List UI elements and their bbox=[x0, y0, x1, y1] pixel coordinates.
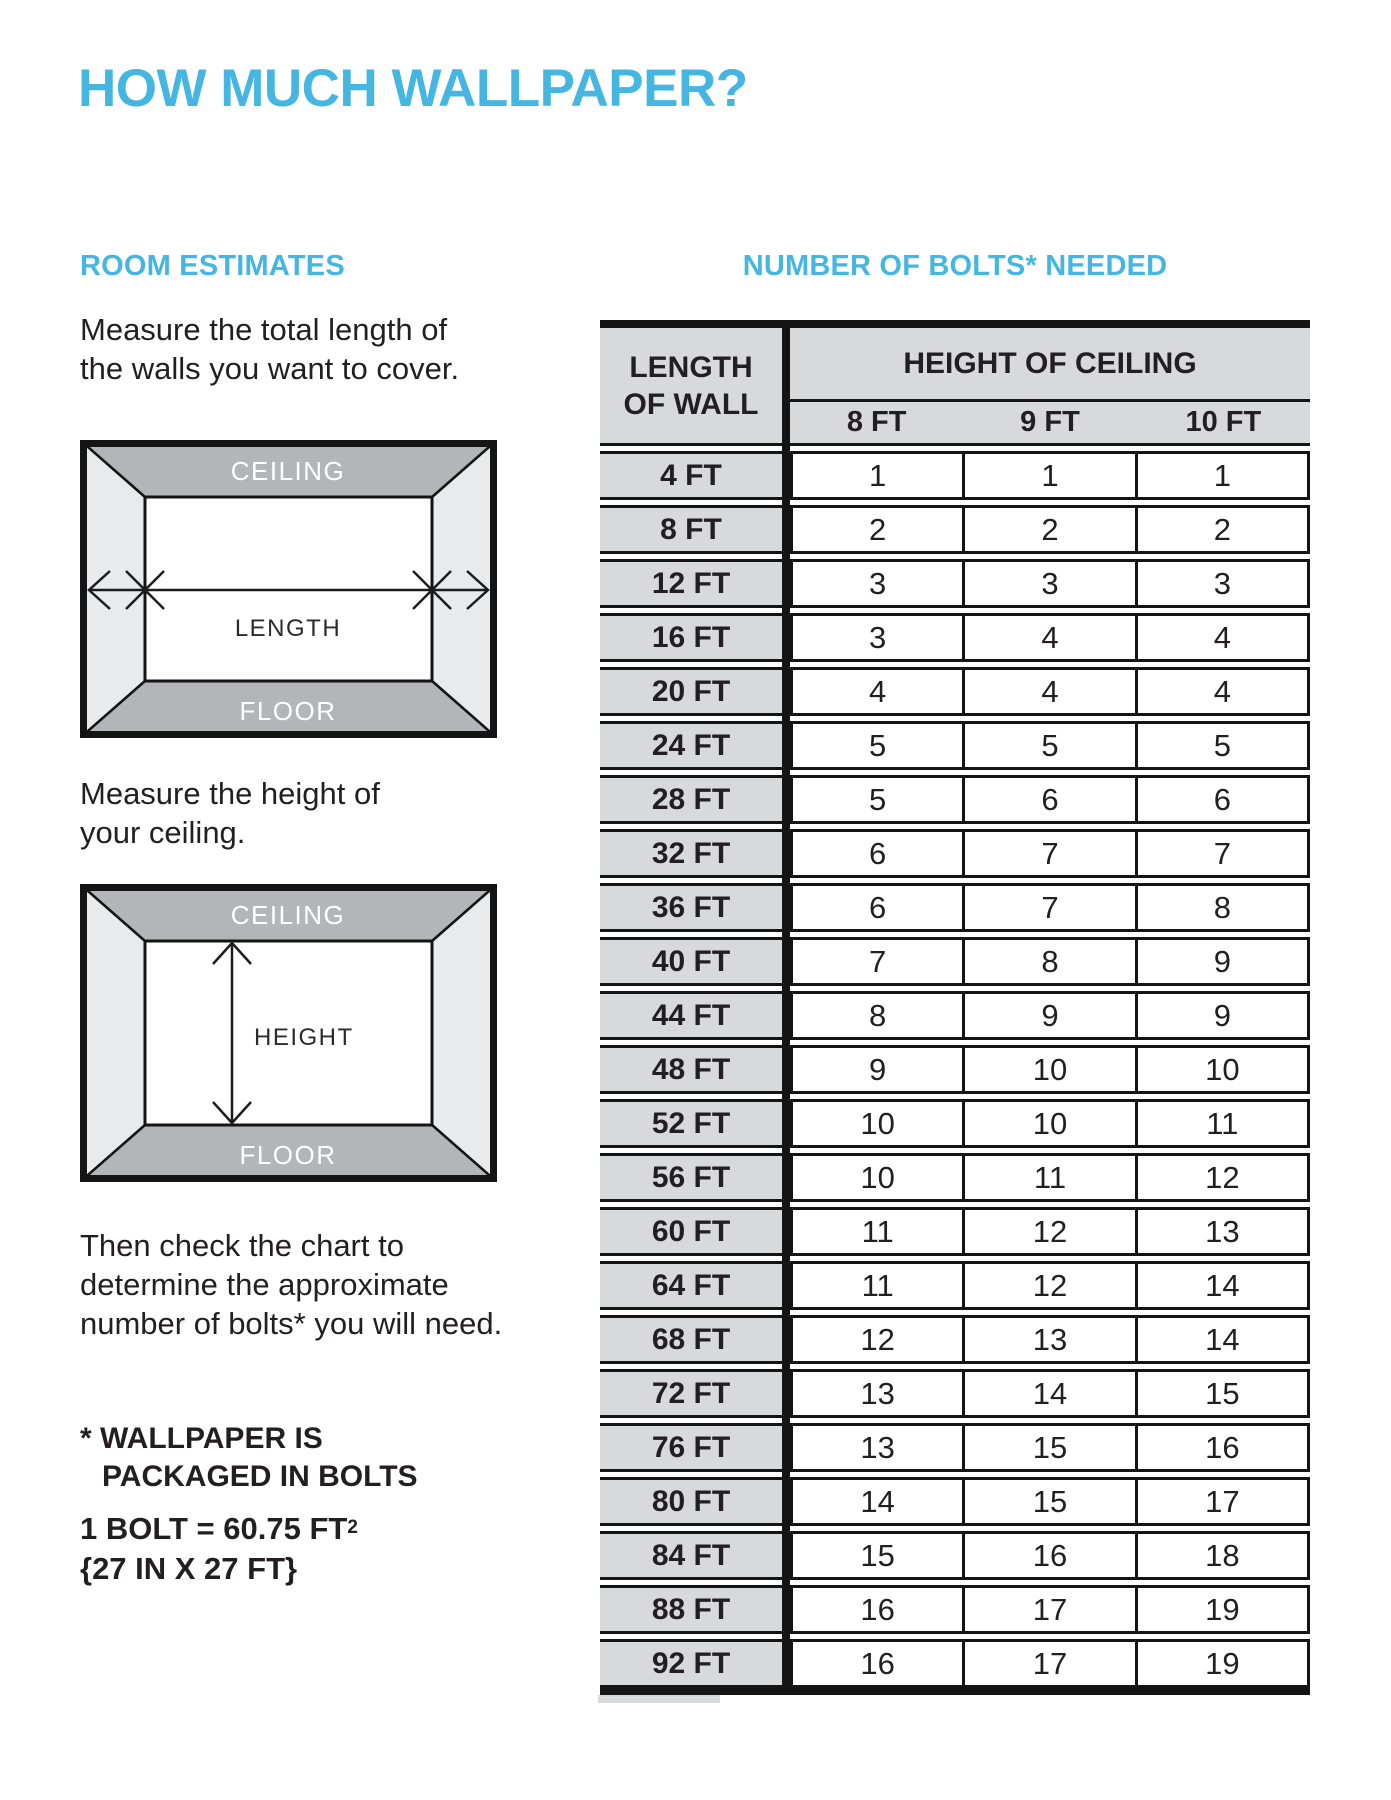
wall-length-label: 28 FT bbox=[600, 775, 782, 824]
bolt-count-10ft: 16 bbox=[1138, 1423, 1310, 1472]
bolt-count-10ft: 6 bbox=[1138, 775, 1310, 824]
bolt-count-10ft: 14 bbox=[1138, 1315, 1310, 1364]
bolt-count-9ft: 11 bbox=[965, 1153, 1137, 1202]
bolt-count-10ft: 1 bbox=[1138, 451, 1310, 500]
wall-length-label: 64 FT bbox=[600, 1261, 782, 1310]
bolt-count-10ft: 18 bbox=[1138, 1531, 1310, 1580]
floor-label: FLOOR bbox=[239, 696, 337, 726]
bolt-count-9ft: 17 bbox=[965, 1585, 1137, 1634]
wall-length-label: 20 FT bbox=[600, 667, 782, 716]
table-row bbox=[600, 1423, 1310, 1472]
bolt-count-8ft: 16 bbox=[790, 1585, 965, 1634]
bolt-count-8ft: 2 bbox=[790, 505, 965, 554]
table-row bbox=[600, 1585, 1310, 1634]
bolt-count-10ft: 4 bbox=[1138, 667, 1310, 716]
bolt-count-8ft: 1 bbox=[790, 451, 965, 500]
length-of-wall-header: LENGTH OF WALL bbox=[600, 328, 782, 446]
bolt-count-10ft: 19 bbox=[1138, 1585, 1310, 1634]
wall-length-label: 72 FT bbox=[600, 1369, 782, 1418]
table-row bbox=[600, 1315, 1310, 1364]
table-top-border bbox=[600, 320, 1310, 328]
paragraph-measure-length: Measure the total length of the walls you want to cover. bbox=[80, 312, 460, 386]
bolt-count-8ft: 16 bbox=[790, 1639, 965, 1688]
bolt-count-9ft: 4 bbox=[965, 667, 1137, 716]
room-height-diagram bbox=[80, 884, 497, 1182]
table-row bbox=[600, 829, 1310, 878]
bolt-count-8ft: 10 bbox=[790, 1153, 965, 1202]
wall-length-label: 44 FT bbox=[600, 991, 782, 1040]
bolt-count-9ft: 8 bbox=[965, 937, 1137, 986]
table-header bbox=[600, 328, 1310, 446]
column-header-10ft: 10 FT bbox=[1185, 406, 1262, 438]
wall-length-label: 40 FT bbox=[600, 937, 782, 986]
bolt-count-8ft: 4 bbox=[790, 667, 965, 716]
paragraph-measure-height: Measure the height of your ceiling. bbox=[80, 776, 380, 850]
table-row bbox=[600, 937, 1310, 986]
wall-length-label: 80 FT bbox=[600, 1477, 782, 1526]
bolt-count-8ft: 15 bbox=[790, 1531, 965, 1580]
table-row bbox=[600, 883, 1310, 932]
bolt-count-8ft: 9 bbox=[790, 1045, 965, 1094]
bolt-count-8ft: 6 bbox=[790, 883, 965, 932]
bolt-count-9ft: 7 bbox=[965, 829, 1137, 878]
section-heading-room-estimates: ROOM ESTIMATES bbox=[80, 250, 345, 282]
wall-length-label: 52 FT bbox=[600, 1099, 782, 1148]
bolt-count-9ft: 12 bbox=[965, 1207, 1137, 1256]
bolt-dimensions: {27 IN X 27 FT} bbox=[80, 1551, 298, 1586]
floor-label: FLOOR bbox=[239, 1140, 337, 1170]
wallpaper-bolts-footnote: * WALLPAPER IS PACKAGED IN BOLTS bbox=[80, 1422, 418, 1493]
bolt-count-10ft: 11 bbox=[1138, 1099, 1310, 1148]
table-row bbox=[600, 1261, 1310, 1310]
height-of-ceiling-header: HEIGHT OF CEILING bbox=[790, 328, 1310, 402]
bolt-count-8ft: 13 bbox=[790, 1369, 965, 1418]
table-row bbox=[600, 613, 1310, 662]
bolt-count-9ft: 6 bbox=[965, 775, 1137, 824]
bolt-count-9ft: 9 bbox=[965, 991, 1137, 1040]
wall-length-label: 48 FT bbox=[600, 1045, 782, 1094]
bolts-table bbox=[600, 320, 1310, 1703]
bolt-count-10ft: 9 bbox=[1138, 937, 1310, 986]
bolt-count-8ft: 11 bbox=[790, 1261, 965, 1310]
section-heading-bolts-needed: NUMBER OF BOLTS* NEEDED bbox=[742, 250, 1168, 282]
bolt-count-10ft: 14 bbox=[1138, 1261, 1310, 1310]
bolt-count-8ft: 12 bbox=[790, 1315, 965, 1364]
table-row bbox=[600, 1477, 1310, 1526]
table-row bbox=[600, 505, 1310, 554]
bolt-count-9ft: 10 bbox=[965, 1099, 1137, 1148]
paragraph-check-chart: Then check the chart to determine the approximate number of bolts* you will need. bbox=[80, 1228, 503, 1341]
bolt-count-8ft: 10 bbox=[790, 1099, 965, 1148]
bolt-count-10ft: 12 bbox=[1138, 1153, 1310, 1202]
wall-length-label: 36 FT bbox=[600, 883, 782, 932]
table-row bbox=[600, 1531, 1310, 1580]
bolt-count-8ft: 7 bbox=[790, 937, 965, 986]
wall-length-label: 56 FT bbox=[600, 1153, 782, 1202]
bolt-count-10ft: 15 bbox=[1138, 1369, 1310, 1418]
column-header-9ft: 9 FT bbox=[1020, 406, 1080, 438]
bolt-count-8ft: 13 bbox=[790, 1423, 965, 1472]
bolt-equation: 1 BOLT = 60.75 $FT^2$ {27 IN X 27 FT} bbox=[80, 1511, 358, 1586]
table-row bbox=[600, 1207, 1310, 1256]
table-thick-divider bbox=[782, 320, 790, 1695]
column-header-8ft: 8 FT bbox=[846, 406, 907, 438]
bolt-count-9ft: 4 bbox=[965, 613, 1137, 662]
bolt-count-10ft: 5 bbox=[1138, 721, 1310, 770]
bolt-count-8ft: 11 bbox=[790, 1207, 965, 1256]
wall-length-label: 32 FT bbox=[600, 829, 782, 878]
bolt-count-10ft: 10 bbox=[1138, 1045, 1310, 1094]
bolt-count-9ft: 13 bbox=[965, 1315, 1137, 1364]
table-row bbox=[600, 559, 1310, 608]
bolt-count-10ft: 7 bbox=[1138, 829, 1310, 878]
bolt-count-9ft: 7 bbox=[965, 883, 1137, 932]
wall-length-label: 88 FT bbox=[600, 1585, 782, 1634]
bolt-count-9ft: 15 bbox=[965, 1423, 1137, 1472]
bolt-count-8ft: 8 bbox=[790, 991, 965, 1040]
room-length-diagram bbox=[80, 440, 497, 738]
length-label: LENGTH bbox=[234, 615, 342, 642]
bolt-count-9ft: 16 bbox=[965, 1531, 1137, 1580]
wall-length-label: 24 FT bbox=[600, 721, 782, 770]
table-bottom-gray-stub bbox=[598, 1695, 720, 1703]
ceiling-label: CEILING bbox=[230, 900, 346, 930]
bolt-count-8ft: 3 bbox=[790, 613, 965, 662]
table-row bbox=[600, 775, 1310, 824]
wall-length-label: 60 FT bbox=[600, 1207, 782, 1256]
table-row bbox=[600, 1153, 1310, 1202]
table-row bbox=[600, 721, 1310, 770]
bolt-count-10ft: 8 bbox=[1138, 883, 1310, 932]
wall-length-label: 4 FT bbox=[600, 451, 782, 500]
table-row bbox=[600, 667, 1310, 716]
table-row bbox=[600, 1045, 1310, 1094]
bolt-count-8ft: 3 bbox=[790, 559, 965, 608]
wall-length-label: 16 FT bbox=[600, 613, 782, 662]
bolt-count-9ft: 3 bbox=[965, 559, 1137, 608]
wall-length-label: 68 FT bbox=[600, 1315, 782, 1364]
bolt-count-9ft: 15 bbox=[965, 1477, 1137, 1526]
bolt-count-8ft: 6 bbox=[790, 829, 965, 878]
bolt-count-9ft: 10 bbox=[965, 1045, 1137, 1094]
bolt-count-10ft: 13 bbox=[1138, 1207, 1310, 1256]
height-label: HEIGHT bbox=[254, 1024, 354, 1051]
bolt-count-10ft: 19 bbox=[1138, 1639, 1310, 1688]
table-rows bbox=[600, 451, 1310, 1688]
wall-length-label: 8 FT bbox=[600, 505, 782, 554]
bolt-count-10ft: 3 bbox=[1138, 559, 1310, 608]
wall-length-label: 92 FT bbox=[600, 1639, 782, 1688]
bolt-count-10ft: 2 bbox=[1138, 505, 1310, 554]
ceiling-label: CEILING bbox=[230, 456, 346, 486]
page-title: HOW MUCH WALLPAPER? bbox=[78, 59, 748, 118]
bolt-count-8ft: 5 bbox=[790, 721, 965, 770]
bolt-count-9ft: 14 bbox=[965, 1369, 1137, 1418]
ceiling-height-subheaders bbox=[790, 402, 1310, 446]
table-row bbox=[600, 1099, 1310, 1148]
bolt-count-10ft: 4 bbox=[1138, 613, 1310, 662]
table-row bbox=[600, 991, 1310, 1040]
table-bottom-border bbox=[600, 1688, 1310, 1695]
bolt-count-9ft: 12 bbox=[965, 1261, 1137, 1310]
bolt-count-10ft: 17 bbox=[1138, 1477, 1310, 1526]
bolt-count-9ft: 17 bbox=[965, 1639, 1137, 1688]
squared-superscript: 2 bbox=[347, 1517, 358, 1538]
table-row bbox=[600, 451, 1310, 500]
bolt-count-10ft: 9 bbox=[1138, 991, 1310, 1040]
bolt-count-9ft: 2 bbox=[965, 505, 1137, 554]
wall-length-label: 84 FT bbox=[600, 1531, 782, 1580]
bolt-count-9ft: 5 bbox=[965, 721, 1137, 770]
table-row bbox=[600, 1369, 1310, 1418]
wall-length-label: 12 FT bbox=[600, 559, 782, 608]
bolt-count-8ft: 14 bbox=[790, 1477, 965, 1526]
bolt-count-9ft: 1 bbox=[965, 451, 1137, 500]
bolt-count-8ft: 5 bbox=[790, 775, 965, 824]
table-row bbox=[600, 1639, 1310, 1688]
wall-length-label: 76 FT bbox=[600, 1423, 782, 1472]
